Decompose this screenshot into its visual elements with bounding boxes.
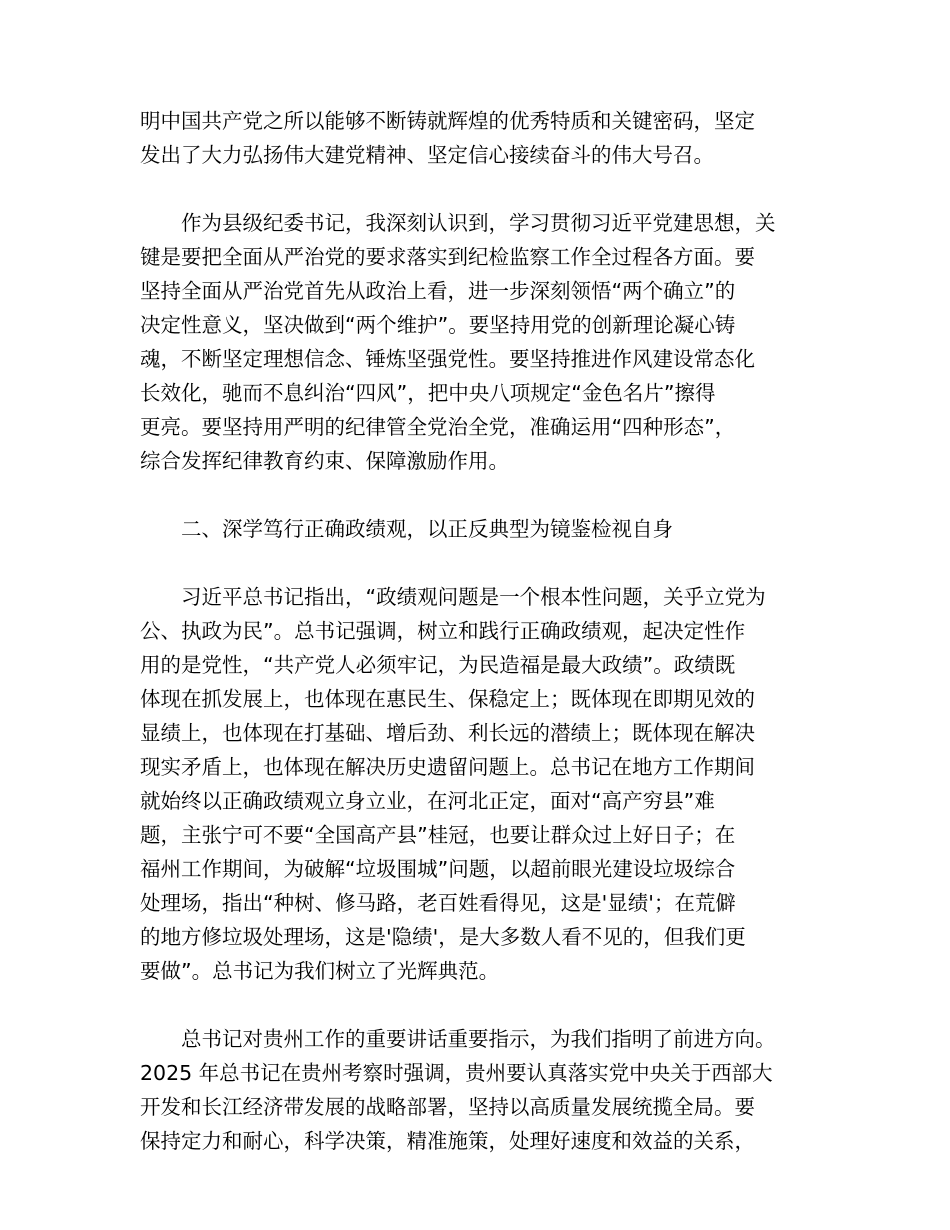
- text-line: 键是要把全面从严治党的要求落实到纪检监察工作全过程各方面。要: [140, 245, 755, 269]
- text-line: 现实矛盾上，也体现在解决历史遗留问题上。总书记在地方工作期间: [140, 755, 755, 779]
- text-line: 就始终以正确政绩观立身立业，在河北正定，面对“高产穷县”难: [140, 789, 715, 813]
- text-line: 作为县级纪委书记，我深刻认识到，学习贯彻习近平党建思想，关: [140, 211, 776, 235]
- text-line: 保持定力和耐心，科学决策，精准施策，处理好速度和效益的关系，: [140, 1129, 755, 1153]
- text-line: 综合发挥纪律教育约束、保障激励作用。: [140, 449, 509, 473]
- text-line: 总书记对贵州工作的重要讲话重要指示，为我们指明了前进方向。: [140, 1027, 776, 1051]
- text-line: 坚持全面从严治党首先从政治上看，进一步深刻领悟“两个确立”的: [140, 279, 736, 303]
- text-line: 长效化，驰而不息纠治“四风”，把中央八项规定“金色名片”擦得: [140, 381, 716, 405]
- text-line: 明中国共产党之所以能够不断铸就辉煌的优秀特质和关键密码，坚定: [140, 109, 755, 133]
- text-line: 决定性意义，坚决做到“两个维护”。要坚持用党的创新理论凝心铸: [140, 313, 736, 337]
- paragraph-1: [140, 104, 812, 172]
- paragraph-2: [140, 206, 812, 478]
- paragraph-gap: [140, 172, 812, 206]
- text-line: 更亮。要坚持用严明的纪律管全党治全党，准确运用“四种形态”，: [140, 415, 736, 439]
- document-page: [140, 104, 812, 1158]
- text-line: 体现在抓发展上，也体现在惠民生、保稳定上；既体现在即期见效的: [140, 687, 755, 711]
- section-heading: [140, 512, 812, 546]
- text-line: 福州工作期间，为破解“垃圾围城”问题，以超前眼光建设垃圾综合: [140, 857, 736, 881]
- text-line: 公、执政为民”。总书记强调，树立和践行正确政绩观，起决定性作: [140, 619, 746, 643]
- section-heading-text: 二、深学笃行正确政绩观，以正反典型为镜鉴检视自身: [140, 517, 673, 541]
- text-line: 2025 年总书记在贵州考察时强调，贵州要认真落实党中央关于西部大: [140, 1061, 773, 1085]
- text-line: 发出了大力弘扬伟大建党精神、坚定信心接续奋斗的伟大号召。: [140, 143, 714, 167]
- paragraph-4: [140, 1022, 812, 1158]
- text-line: 显绩上，也体现在打基础、增后劲、利长远的潜绩上；既体现在解决: [140, 721, 755, 745]
- text-line: 的地方修垃圾处理场，这是'隐绩'，是大多数人看不见的，但我们更: [140, 925, 746, 949]
- paragraph-3: [140, 580, 812, 988]
- text-line: 习近平总书记指出，“政绩观问题是一个根本性问题，关乎立党为: [140, 585, 766, 609]
- text-line: 题，主张宁可不要“全国高产县”桂冠，也要让群众过上好日子；在: [140, 823, 736, 847]
- paragraph-gap: [140, 546, 812, 580]
- paragraph-gap: [140, 478, 812, 512]
- text-line: 用的是党性，“共产党人必须牢记，为民造福是最大政绩”。政绩既: [140, 653, 736, 677]
- text-line: 开发和长江经济带发展的战略部署，坚持以高质量发展统揽全局。要: [140, 1095, 755, 1119]
- text-line: 魂，不断坚定理想信念、锤炼坚强党性。要坚持推进作风建设常态化: [140, 347, 755, 371]
- text-line: 要做”。总书记为我们树立了光辉典范。: [140, 959, 500, 983]
- paragraph-gap: [140, 988, 812, 1022]
- text-line: 处理场，指出“种树、修马路，老百姓看得见，这是'显绩'；在荒僻: [140, 891, 736, 915]
